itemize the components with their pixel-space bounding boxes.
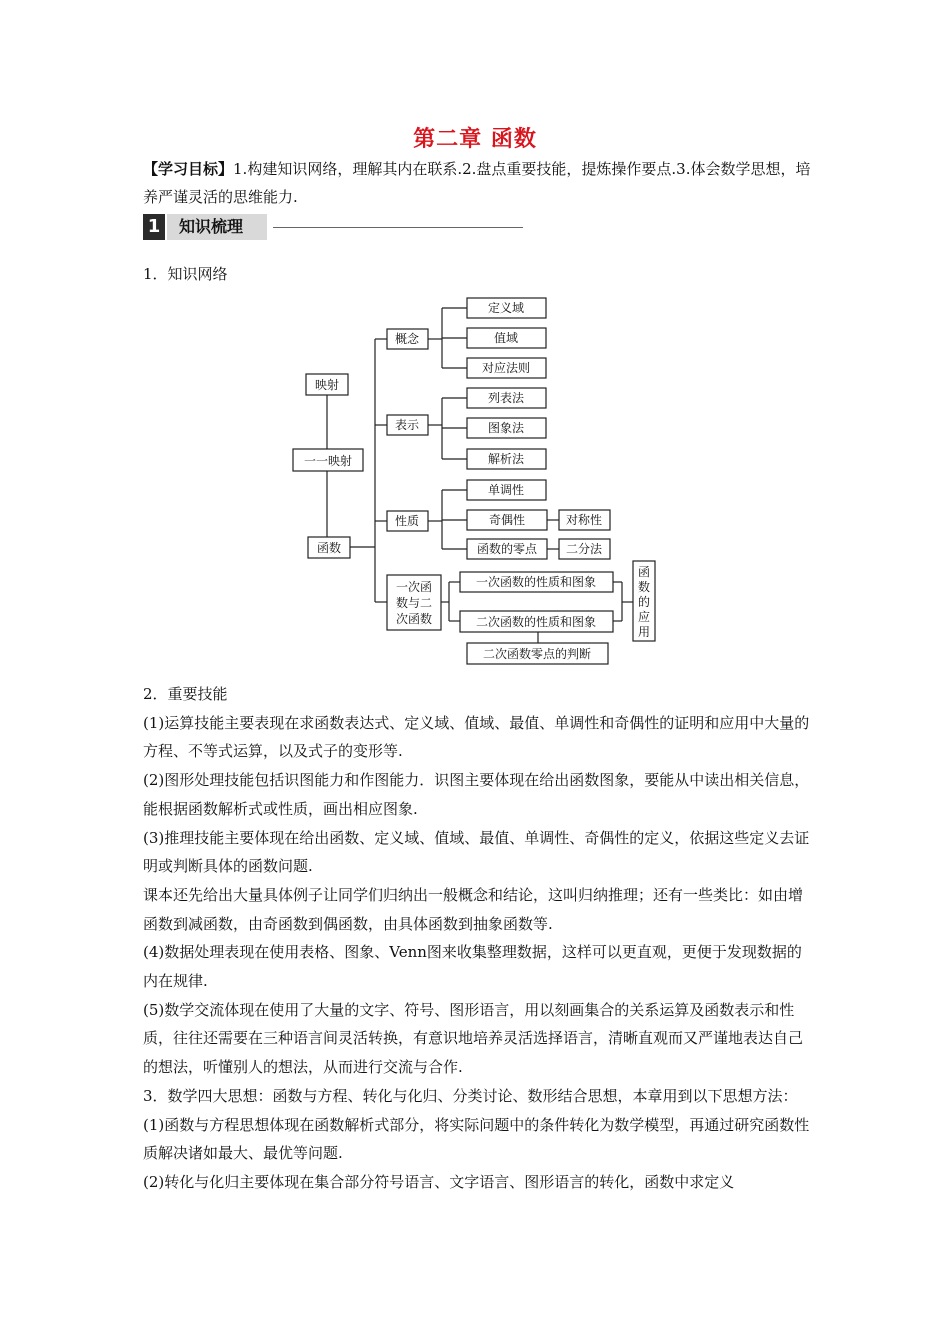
node-label: 次函数 <box>395 612 433 626</box>
node-label: 图象法 <box>487 421 525 435</box>
node-label: 对应法则 <box>481 361 531 375</box>
node-list-method <box>467 388 546 408</box>
node-label: 二分法 <box>565 542 603 556</box>
node-label: 函数的零点 <box>476 542 538 556</box>
node-mapping <box>306 374 348 395</box>
node-rule <box>467 358 546 378</box>
body-text <box>143 680 811 1197</box>
node-label: 二次函数零点的判断 <box>482 647 592 661</box>
paragraph: (4)数据处理表现在使用表格、图象、Venn图来收集整理数据，这样可以更直观，更便于发现数据的内在规律. <box>143 943 802 991</box>
node-linear-props <box>460 572 613 592</box>
learning-goals-tag: 【学习目标】 <box>143 160 234 178</box>
node-concept <box>387 329 428 349</box>
subsection-skills-heading: 2．重要技能 <box>143 685 228 703</box>
subsection-knowledge-network: 1．知识网络 <box>143 265 228 283</box>
paragraph: (1)运算技能主要表现在求函数表达式、定义域、值域、最值、单调性和奇偶性的证明和应用中大量的方程、不等式运算，以及式子的变形等. <box>143 713 810 761</box>
node-property <box>387 511 428 531</box>
section-number: 1 <box>143 214 165 240</box>
node-symmetry <box>559 510 610 530</box>
paragraph: (5)数学交流体现在使用了大量的文字、符号、图形语言，用以刻画集合的关系运算及函数表示和性质，往往还需要在三种语言间灵活转换，有意识地培养灵活选择语言，清晰直观而又严谨地表达自己的想法，听懂别人的想法，从而进行交流与合作. <box>143 1000 804 1077</box>
paragraph: 课本还先给出大量具体例子让同学们归纳出一般概念和结论，这叫归纳推理；还有一些类比：如由增函数到减函数，由奇函数到偶函数，由具体函数到抽象函数等. <box>143 885 804 933</box>
node-label: 对称性 <box>565 513 603 527</box>
node-label: 性质 <box>394 514 420 528</box>
node-quadratic-props <box>460 611 613 632</box>
node-label: 数与二 <box>395 596 433 610</box>
node-label: 一次函数的性质和图象 <box>475 575 597 589</box>
node-label: 应 <box>637 610 651 624</box>
node-representation <box>387 415 428 435</box>
node-parity <box>467 510 547 530</box>
node-analytic-method <box>467 449 546 469</box>
node-zero <box>467 539 547 559</box>
node-graph-method <box>467 418 546 438</box>
node-label: 奇偶性 <box>488 513 526 527</box>
node-linear-quadratic <box>387 575 441 630</box>
node-range <box>467 328 546 348</box>
subsection-thinking-heading: 3．数学四大思想：函数与方程、转化与化归、分类讨论、数形结合思想，本章用到以下思想方法： <box>143 1086 798 1105</box>
node-label: 单调性 <box>487 483 525 497</box>
node-label: 函数 <box>316 541 342 555</box>
node-label: 概念 <box>394 332 420 346</box>
node-label: 解析法 <box>487 452 525 466</box>
node-label: 值域 <box>493 331 519 345</box>
node-label: 一次函 <box>395 580 433 594</box>
node-label: 定义域 <box>487 301 525 315</box>
node-function <box>308 537 350 558</box>
paragraph: (2)转化与化归主要体现在集合部分符号语言、文字语言、图形语言的转化，函数中求定义 <box>143 1172 735 1191</box>
learning-goals-text: 1.构建知识网络，理解其内在联系.2.盘点重要技能，提炼操作要点.3.体会数学思想，培养严谨灵活的思维能力. <box>143 160 811 206</box>
node-monotonicity <box>467 480 546 500</box>
node-label: 用 <box>637 625 651 639</box>
paragraph: (2)图形处理技能包括识图能力和作图能力．识图主要体现在给出函数图象，要能从中读出相关信息，能根据函数解析式或性质，画出相应图象. <box>143 771 810 818</box>
node-label: 列表法 <box>487 391 525 405</box>
paragraph: (1)函数与方程思想体现在函数解析式部分，将实际问题中的条件转化为数学模型，再通过研究函数性质解决诸如最大、最优等问题. <box>143 1115 810 1163</box>
node-one-to-one <box>293 449 363 471</box>
node-label: 一一映射 <box>303 454 353 468</box>
node-label: 表示 <box>394 418 420 432</box>
node-quadratic-zero <box>467 643 608 664</box>
paragraph: (3)推理技能主要体现在给出函数、定义域、值域、最值、单调性、奇偶性的定义，依据这些定义去证明或判断具体的函数问题. <box>143 828 810 876</box>
node-label: 函 <box>637 565 651 579</box>
node-application <box>633 561 655 641</box>
node-bisection <box>559 539 610 559</box>
node-domain <box>467 298 546 318</box>
section-label: 知识梳理 <box>167 214 267 240</box>
node-label: 数 <box>637 580 651 594</box>
node-label: 映射 <box>314 378 340 392</box>
node-label: 二次函数的性质和图象 <box>475 615 597 629</box>
chapter-title: 第二章 函数 <box>413 127 537 152</box>
node-label: 的 <box>637 595 651 609</box>
